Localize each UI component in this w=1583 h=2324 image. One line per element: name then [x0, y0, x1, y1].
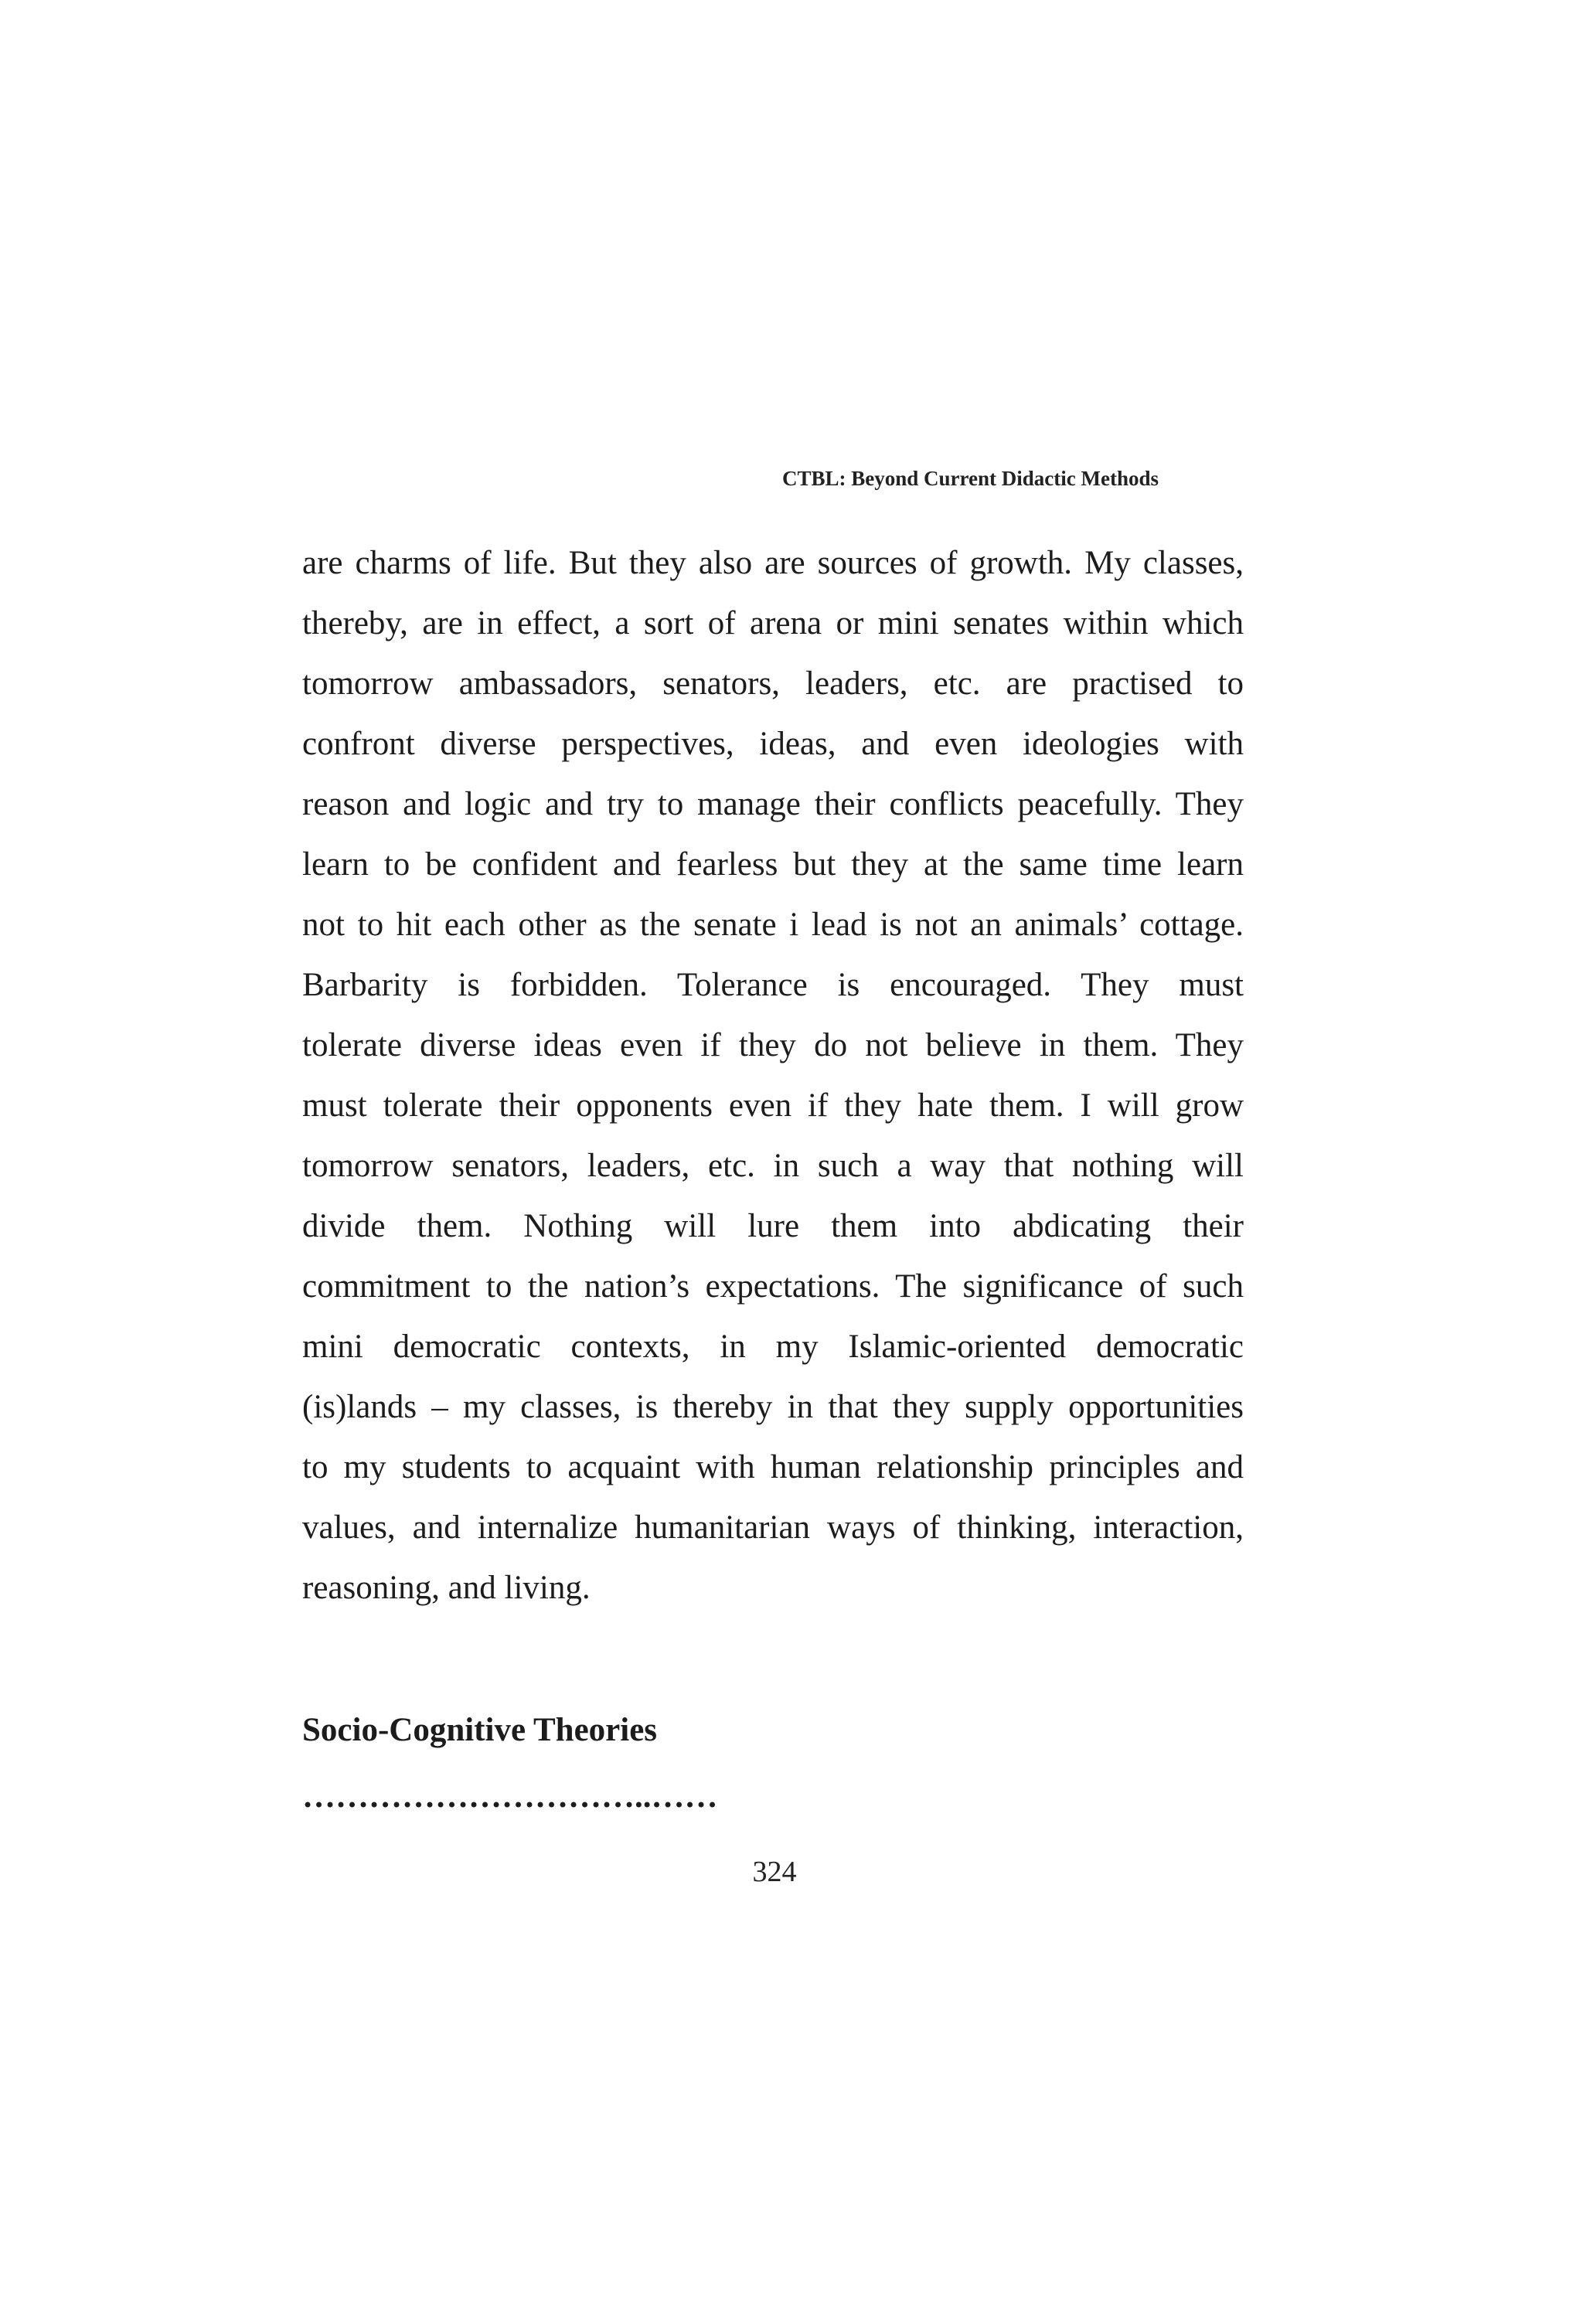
page-number: 324 — [752, 1856, 797, 1888]
text-line: divide them. Nothing will lure them into abdicating their — [302, 1208, 1244, 1244]
text-line: tomorrow senators, leaders, etc. in such a way that nothing will — [302, 1148, 1244, 1184]
section-heading: Socio-Cognitive Theories — [302, 1712, 658, 1748]
text-line: are charms of life. But they also are sources of growth. My classes, — [302, 545, 1244, 581]
text-line: not to hit each other as the senate i lead is not an animals’ cottage. — [302, 907, 1244, 943]
text-line: (is)lands – my classes, is thereby in that they supply opportunities — [302, 1389, 1244, 1425]
running-header: CTBL: Beyond Current Didactic Methods — [782, 467, 1159, 490]
body-paragraph — [302, 533, 1244, 1618]
text-line: learn to be confident and fearless but they at the same time learn — [302, 846, 1244, 883]
text-line: confront diverse perspectives, ideas, and even ideologies with — [302, 726, 1244, 762]
text-line: reason and logic and try to manage their conflicts peacefully. They — [302, 786, 1244, 822]
text-line: to my students to acquaint with human relationship principles and — [302, 1449, 1244, 1485]
text-line: must tolerate their opponents even if they hate them. I will grow — [302, 1087, 1244, 1124]
text-line: mini democratic contexts, in my Islamic-oriented democratic — [302, 1329, 1244, 1365]
text-line: tolerate diverse ideas even if they do not believe in them. They — [302, 1027, 1244, 1063]
text-line: Barbarity is forbidden. Tolerance is encouraged. They must — [302, 967, 1244, 1003]
text-line: tomorrow ambassadors, senators, leaders, etc. are practised to — [302, 665, 1244, 702]
text-line-last: reasoning, and living. — [302, 1570, 591, 1606]
text-line: values, and internalize humanitarian ways of thinking, interaction, — [302, 1509, 1244, 1546]
text-line: thereby, are in effect, a sort of arena or mini senates within which — [302, 605, 1244, 641]
dot-leader: …………………………..…… — [302, 1778, 718, 1815]
text-line: commitment to the nation’s expectations. The significance of such — [302, 1268, 1244, 1305]
